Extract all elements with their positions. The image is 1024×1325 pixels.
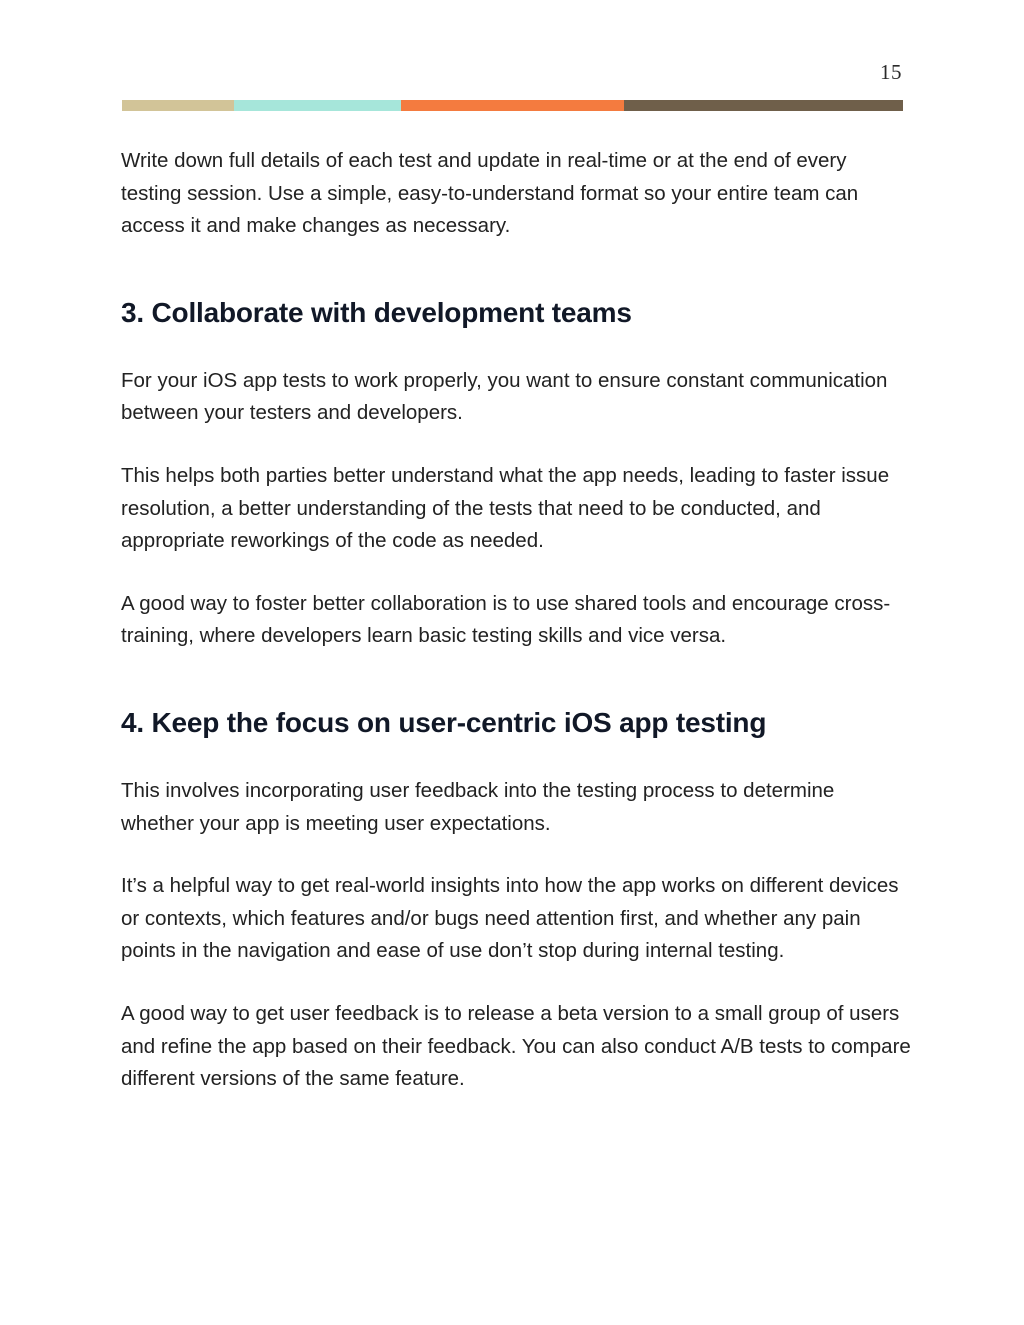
section-3-paragraph: For your iOS app tests to work properly, you want to ensure constant communication between your testers and developers.	[121, 368, 888, 425]
color-bar-segment-tan	[122, 100, 234, 111]
header-color-bar	[122, 100, 903, 111]
section-4-heading: 4. Keep the focus on user-centric iOS app testing	[121, 706, 767, 738]
section-3-paragraph: This helps both parties better understand what the app needs, leading to faster issue resolution, a better understanding of the tests that need to be conducted, and appropriate reworkings of the code as needed.	[121, 463, 890, 553]
section-4-paragraph: A good way to get user feedback is to release a beta version to a small group of users and refine the app based on their feedback. You can also conduct A/B tests to compare different versions of the same feature.	[121, 1001, 911, 1091]
intro-paragraph: Write down full details of each test and update in real-time or at the end of every testing session. Use a simple, easy-to-understand format so your entire team can access it and make changes as necessary.	[121, 149, 859, 238]
color-bar-segment-mint	[234, 100, 401, 111]
color-bar-segment-brown	[624, 100, 903, 111]
section-4-paragraph: It’s a helpful way to get real-world insights into how the app works on different devices or contexts, which features and/or bugs need attention first, and whether any pain points in the navigation and ease of use don’t stop during internal testing.	[121, 874, 899, 963]
page-number: 15	[880, 60, 902, 84]
color-bar-segment-orange	[401, 100, 624, 111]
section-3-paragraph: A good way to foster better collaboration is to use shared tools and encourage cross-training, where developers learn basic testing skills and vice versa.	[121, 591, 891, 648]
document-body	[121, 145, 911, 1096]
section-3-heading: 3. Collaborate with development teams	[121, 296, 632, 328]
section-4-paragraph: This involves incorporating user feedback into the testing process to determine whether your app is meeting user expectations.	[121, 778, 835, 835]
